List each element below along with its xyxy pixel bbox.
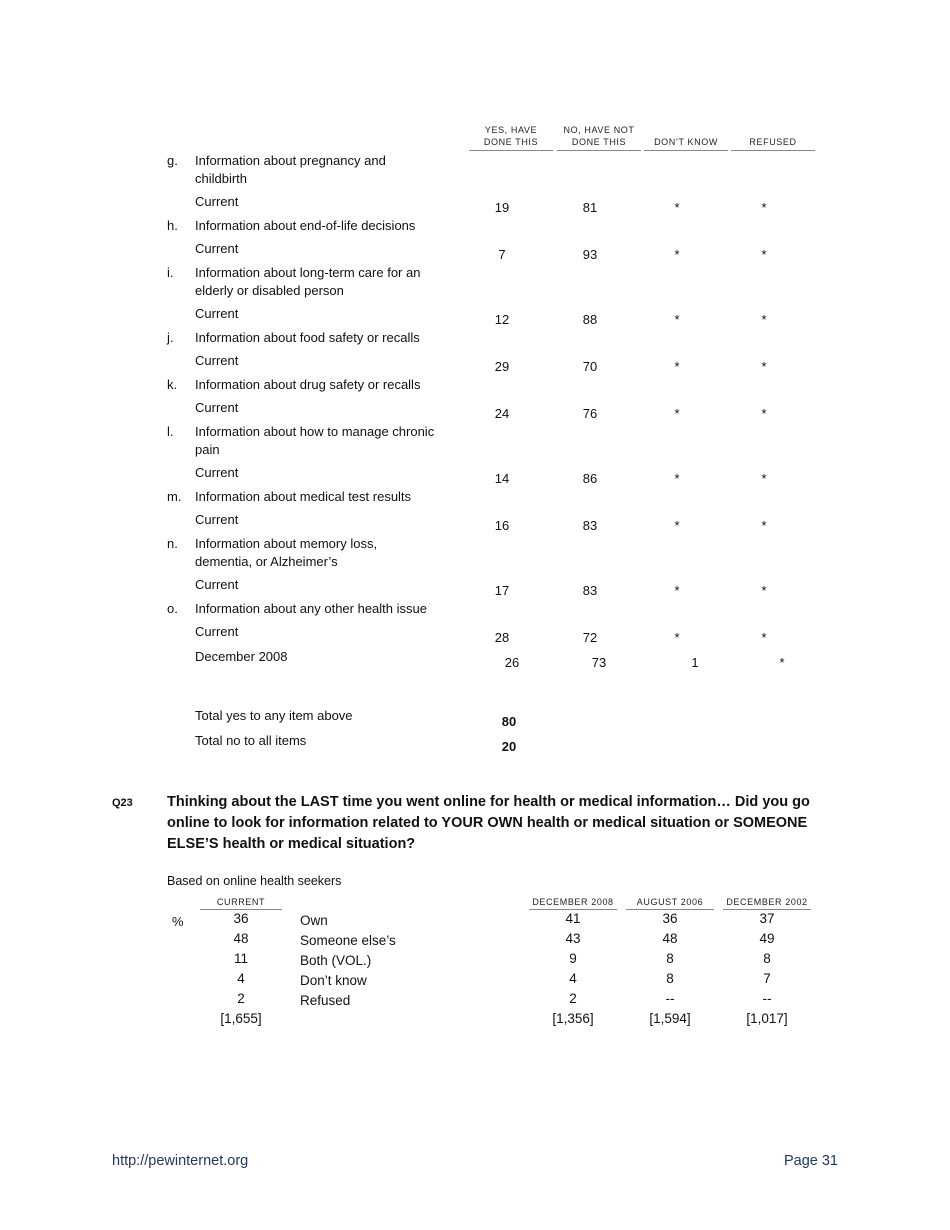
row-label: Current xyxy=(195,241,239,256)
trend-header: DECEMBER 2002 xyxy=(726,897,808,907)
question-text: Thinking about the LAST time you went online for health or medical information… Did you go xyxy=(167,794,810,810)
item-text: childbirth xyxy=(195,171,248,186)
item-text: Information about how to manage chronic xyxy=(195,424,435,439)
total-label: Total no to all items xyxy=(195,733,307,748)
cell-value: 24 xyxy=(494,406,510,421)
row-label: Current xyxy=(195,400,239,415)
cell-value: * xyxy=(761,200,767,215)
item-text: dementia, or Alzheimer’s xyxy=(195,554,338,569)
answer-label: Refused xyxy=(300,993,351,1008)
trend-value: 43 xyxy=(565,931,581,946)
cell-value: 70 xyxy=(582,359,598,374)
cell-value: * xyxy=(761,518,767,533)
total-value: 20 xyxy=(501,739,517,754)
item-text: Information about memory loss, xyxy=(195,536,378,551)
item-text: pain xyxy=(195,442,220,457)
cell-value: 7 xyxy=(498,247,506,262)
item-letter: g. xyxy=(167,153,178,168)
trend-value: -- xyxy=(762,991,772,1006)
row-label: Current xyxy=(195,465,239,480)
column-header xyxy=(641,136,731,148)
current-value: 4 xyxy=(237,971,245,986)
cell-value: * xyxy=(674,359,680,374)
column-header xyxy=(466,124,556,148)
trend-value: [1,017] xyxy=(746,1011,788,1026)
cell-value: * xyxy=(761,406,767,421)
trend-header: DECEMBER 2008 xyxy=(532,897,614,907)
trend-header: AUGUST 2006 xyxy=(636,897,704,907)
trend-value: 37 xyxy=(759,911,775,926)
cell-value: 28 xyxy=(494,630,510,645)
cell-value: 73 xyxy=(591,655,607,670)
column-header-line: REFUSED xyxy=(749,137,797,147)
cell-value: * xyxy=(761,583,767,598)
column-header-line: DONE THIS xyxy=(483,137,539,147)
column-header-rule xyxy=(557,150,641,151)
base-note: Based on online health seekers xyxy=(167,874,342,888)
trend-header-rule xyxy=(626,909,714,910)
row-label: December 2008 xyxy=(195,649,288,664)
item-text: Information about food safety or recalls xyxy=(195,330,420,345)
cell-value: * xyxy=(674,471,680,486)
cell-value: 83 xyxy=(582,518,598,533)
question-number: Q23 xyxy=(112,797,133,809)
item-text: Information about end-of-life decisions xyxy=(195,218,416,233)
answer-label: Don’t know xyxy=(300,973,367,988)
cell-value: * xyxy=(674,583,680,598)
trend-header-rule xyxy=(723,909,811,910)
current-value: [1,655] xyxy=(220,1011,262,1026)
current-value: 11 xyxy=(233,951,248,966)
cell-value: * xyxy=(674,406,680,421)
row-label: Current xyxy=(195,512,239,527)
item-letter: o. xyxy=(167,601,178,616)
cell-value: * xyxy=(674,200,680,215)
current-value: 48 xyxy=(233,931,249,946)
answer-label: Someone else’s xyxy=(300,933,396,948)
column-header-line: YES, HAVE xyxy=(484,125,538,135)
row-label: Current xyxy=(195,577,239,592)
trend-value: 4 xyxy=(569,971,577,986)
row-label: Current xyxy=(195,353,239,368)
column-header xyxy=(554,124,644,148)
item-letter: m. xyxy=(167,489,182,504)
cell-value: * xyxy=(761,630,767,645)
trend-value: 8 xyxy=(666,951,674,966)
trend-header-rule xyxy=(529,909,617,910)
trend-value: -- xyxy=(665,991,675,1006)
trend-value: 7 xyxy=(763,971,771,986)
total-value: 80 xyxy=(501,714,517,729)
column-header-line: NO, HAVE NOT xyxy=(563,125,635,135)
item-letter: h. xyxy=(167,218,178,233)
cell-value: 29 xyxy=(494,359,510,374)
current-header: CURRENT xyxy=(216,897,266,907)
cell-value: 83 xyxy=(582,583,598,598)
trend-value: 9 xyxy=(569,951,577,966)
cell-value: * xyxy=(761,359,767,374)
column-header-line: DONE THIS xyxy=(571,137,627,147)
page-number: Page 31 xyxy=(783,1153,838,1169)
trend-value: [1,594] xyxy=(649,1011,691,1026)
trend-value: 36 xyxy=(662,911,678,926)
answer-label: Both (VOL.) xyxy=(300,953,372,968)
item-letter: n. xyxy=(167,536,178,551)
item-text: Information about pregnancy and xyxy=(195,153,386,168)
cell-value: 19 xyxy=(494,200,510,215)
item-letter: l. xyxy=(167,424,174,439)
cell-value: * xyxy=(674,247,680,262)
column-header xyxy=(728,136,818,148)
cell-value: 88 xyxy=(582,312,598,327)
cell-value: 14 xyxy=(494,471,510,486)
column-header-rule xyxy=(644,150,728,151)
trend-value: 41 xyxy=(565,911,581,926)
cell-value: * xyxy=(761,471,767,486)
row-label: Current xyxy=(195,624,239,639)
trend-value: [1,356] xyxy=(552,1011,594,1026)
row-label: Current xyxy=(195,194,239,209)
cell-value: * xyxy=(674,518,680,533)
trend-value: 48 xyxy=(662,931,678,946)
column-header-rule xyxy=(731,150,815,151)
trend-value: 49 xyxy=(759,931,775,946)
current-value: 2 xyxy=(237,991,245,1006)
cell-value: 81 xyxy=(582,200,598,215)
cell-value: 93 xyxy=(582,247,598,262)
question-text: online to look for information related to YOUR OWN health or medical situation or SOMEONE xyxy=(167,815,808,831)
cell-value: 72 xyxy=(582,630,598,645)
total-label: Total yes to any item above xyxy=(195,708,353,723)
cell-value: 86 xyxy=(582,471,598,486)
item-letter: i. xyxy=(167,265,174,280)
column-header-rule xyxy=(469,150,553,151)
cell-value: * xyxy=(674,630,680,645)
column-header-line: DON’T KNOW xyxy=(654,137,718,147)
cell-value: 26 xyxy=(504,655,520,670)
item-text: Information about drug safety or recalls xyxy=(195,377,421,392)
item-letter: j. xyxy=(167,330,174,345)
cell-value: 16 xyxy=(494,518,510,533)
cell-value: 76 xyxy=(582,406,598,421)
item-text: Information about any other health issue xyxy=(195,601,427,616)
row-label: Current xyxy=(195,306,239,321)
cell-value: 17 xyxy=(494,583,510,598)
percent-sign: % xyxy=(172,914,184,929)
trend-value: 8 xyxy=(763,951,771,966)
item-letter: k. xyxy=(167,377,178,392)
cell-value: * xyxy=(761,247,767,262)
cell-value: * xyxy=(674,312,680,327)
current-header-rule xyxy=(200,909,282,910)
trend-value: 8 xyxy=(666,971,674,986)
item-text: elderly or disabled person xyxy=(195,283,344,298)
cell-value: * xyxy=(779,655,785,670)
item-text: Information about medical test results xyxy=(195,489,412,504)
answer-label: Own xyxy=(300,913,328,928)
current-value: 36 xyxy=(233,911,249,926)
trend-value: 2 xyxy=(569,991,577,1006)
item-text: Information about long-term care for an xyxy=(195,265,421,280)
question-text: ELSE’S health or medical situation? xyxy=(167,836,416,852)
cell-value: * xyxy=(761,312,767,327)
cell-value: 12 xyxy=(494,312,510,327)
cell-value: 1 xyxy=(691,655,699,670)
footer-url[interactable]: http://pewinternet.org xyxy=(112,1153,249,1169)
